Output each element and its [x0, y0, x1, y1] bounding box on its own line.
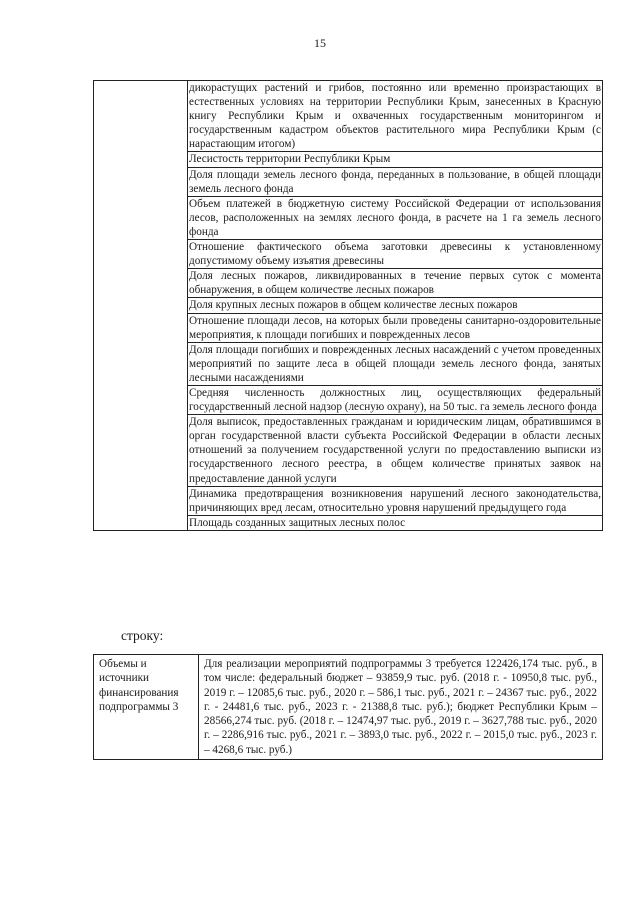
indicator-row: Лесистость территории Республики Крым — [188, 152, 602, 167]
indicator-row: Средняя численность должностных лиц, осуществляющих федеральный государственный лесной надзор (лесную охрану), на 50 тыс. га земель лесного фонда — [188, 386, 602, 415]
indicators-table — [93, 80, 603, 531]
stroku-label: строку: — [121, 628, 164, 643]
indicator-row: Площадь созданных защитных лесных полос — [189, 516, 406, 529]
indicator-row: Доля крупных лесных пожаров в общем количестве лесных пожаров — [188, 298, 602, 313]
funding-label-line: источники — [99, 672, 150, 685]
funding-label-line: подпрограммы 3 — [99, 700, 179, 713]
page-number: 15 — [314, 36, 326, 50]
funding-label-line: финансирования — [99, 686, 179, 699]
funding-label-line — [99, 657, 193, 671]
funding-text-cell: Для реализации мероприятий подпрограммы 3 требуется 122426,174 тыс. руб., в том числе: федеральный бюджет – 93859,9 тыс. руб. (2018 г. - 10950,8 тыс. руб., 2019 г. – 12085,6 тыс. руб., 2020 г. – 586,1 тыс. руб., 2021 г. – 24367 тыс. руб., 2022 г. - 24481,6 тыс. руб., 2023 г. - 21388,8 тыс. руб.); бюджет Республики Крым – 28566,274 тыс. руб. (2018 г. – 12474,97 тыс. руб., 2019 г. – 3627,788 тыс. руб., 2020 г. – 2286,916 тыс. руб., 2021 г. – 3893,0 тыс. руб., 2022 г. – 2015,0 тыс. руб., 2023 г. – 4268,6 тыс. руб.) — [199, 655, 603, 760]
indicator-row: Динамика предотвращения возникновения нарушений лесного законодательства, причиняющих вред лесам, относительно уровня нарушений предыдущего года — [188, 487, 602, 516]
indicator-row: Отношение фактического объема заготовки древесины к установленному допустимому объему изъятия древесины — [188, 240, 602, 269]
indicator-row: Отношение площади лесов, на которых были проведены санитарно-оздоровительные мероприятия, к площади погибших и поврежденных лесов — [188, 314, 602, 343]
funding-table — [93, 654, 603, 760]
indicators-cell — [188, 81, 603, 531]
funding-label-word: и — [140, 658, 147, 670]
indicator-row: Доля лесных пожаров, ликвидированных в течение первых суток с момента обнаружения, в общем количестве лесных пожаров — [188, 269, 602, 298]
funding-label-word: Объемы — [99, 658, 138, 670]
funding-label-cell — [94, 655, 199, 760]
indicator-row: Доля выписок, предоставленных гражданам и юридическим лицам, обратившимся в орган государственной власти субъекта Российской Федерации в области лесных отношений за получением государственной услуги по предоставлению выписки из государственного лесного реестра, в общем количестве принятых заявок на предоставление данной услуги — [188, 415, 602, 486]
indicators-table-left-cell — [94, 81, 188, 531]
indicator-row: Объем платежей в бюджетную систему Российской Федерации от использования лесов, расположенных на землях лесного фонда, в расчете на 1 га земель лесного фонда — [188, 197, 602, 240]
indicator-row: дикорастущих растений и грибов, постоянно или временно произрастающих в естественных условиях на территории Республики Крым, занесенных в Красную книгу Республики Крым и охваченных государственным мониторингом и государственным кадастром объектов растительного мира Республики Крым (с нарастающим итогом) — [188, 81, 602, 152]
indicator-row: Доля площади земель лесного фонда, переданных в пользование, в общей площади земель лесного фонда — [188, 168, 602, 197]
indicator-row: Доля площади погибших и поврежденных лесных насаждений с учетом проведенных мероприятий по защите леса в общей площади земель лесного фонда, занятых лесными насаждениями — [188, 343, 602, 386]
